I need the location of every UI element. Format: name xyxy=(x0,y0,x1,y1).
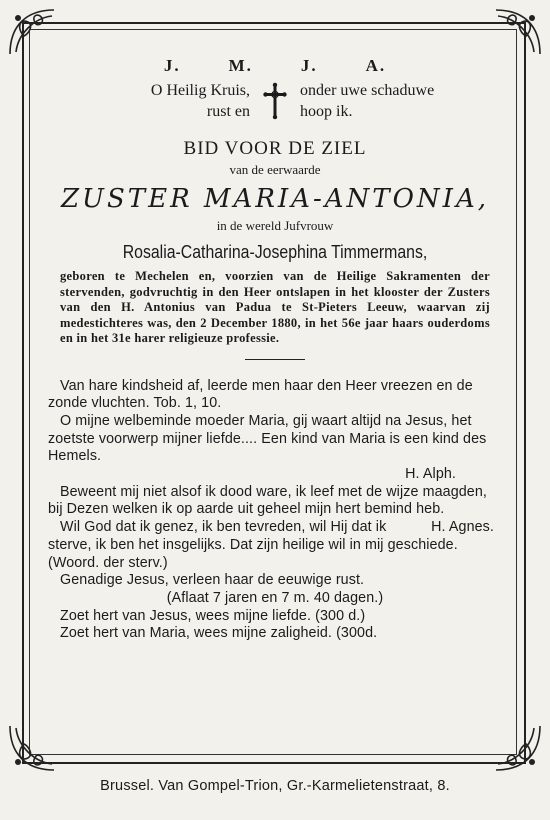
religious-name: ZUSTER MARIA-ANTONIA, xyxy=(60,184,489,214)
indulgence: (Aflaat 7 jaren en 7 m. 40 dagen.) xyxy=(166,589,384,606)
printer-imprint: Brussel. Van Gompel-Trion, Gr.-Karmelietenstraat, 8. xyxy=(100,778,450,794)
invocation-left: O Heilig Kruis, rust en xyxy=(150,82,250,120)
passage: O mijne welbeminde moeder Maria, gij waart altijd na Jesus, het zoetste voorwerp mijner liefde.... Een kind van Maria is een kind des Hemels. xyxy=(48,412,487,465)
corner-ornament-icon xyxy=(6,722,58,774)
corner-ornament-icon xyxy=(492,6,544,58)
divider xyxy=(245,359,305,360)
corner-ornament-icon xyxy=(6,6,58,58)
passage-source: H. Alph. xyxy=(405,466,456,483)
passage: Beweent mij niet alsof ik dood ware, ik leef met de wijze maagden, bij Dezen welken ik op aarde uit geheel mijn hert bemind heb. H. Agnes. xyxy=(48,483,494,536)
passage: Genadige Jesus, verleen haar de eeuwige rust. xyxy=(60,572,365,589)
passage: Wil God dat ik genez, ik ben tevreden, wil Hij dat ik sterve, ik ben het insgelijks. Dat zijn heilige wil in mij geschiede. (Woord. der sterv.) xyxy=(48,519,458,571)
passage-source: (Woord. der sterv.) xyxy=(48,554,168,571)
invocation-right: onder uwe schaduwe hoop ik. xyxy=(300,82,435,120)
ornate-cross-icon xyxy=(260,82,290,120)
passage-source: H. Agnes. xyxy=(431,519,494,536)
initial: M. xyxy=(228,56,253,75)
corner-ornament-icon xyxy=(492,722,544,774)
initial: J. xyxy=(300,56,318,75)
memorial-card xyxy=(44,56,506,643)
ejaculation: Zoet hert van Maria, wees mijne zaligheid. (300d. xyxy=(60,625,378,642)
passages xyxy=(48,378,502,644)
ejaculation: Zoet hert van Jesus, wees mijne liefde. (300 d.) xyxy=(60,607,366,624)
invocation xyxy=(44,80,506,122)
initial: A. xyxy=(365,56,387,75)
passage: Van hare kindsheid af, leerde men haar den Heer vreezen en de zonde vluchten. Tob. 1, 10. xyxy=(48,377,473,412)
initial: J. xyxy=(163,56,181,75)
worldly-title: in de wereld Jufvrouw xyxy=(216,218,334,233)
full-name: Rosalia-Catharina-Josephina Timmermans, xyxy=(122,242,428,262)
passage-source: Tob. 1, 10. xyxy=(153,395,222,412)
prayer-heading: BID VOOR DE ZIEL xyxy=(183,138,367,159)
honorific: van de eerwaarde xyxy=(229,162,321,177)
biography: geboren te Mechelen en, voorzien van de Heilige Sakramenten der stervenden, godvruchtig in den Heer ontslapen in het klooster der Zusters van den H. Antonius van Padua te St-Pieters Leeuw, waarvan zij medestichteres was, den 2 December 1880, in het 56e jaar haars ouderdoms en in het 31e harer religieuze professie. xyxy=(60,269,490,345)
initials-line xyxy=(44,56,506,76)
